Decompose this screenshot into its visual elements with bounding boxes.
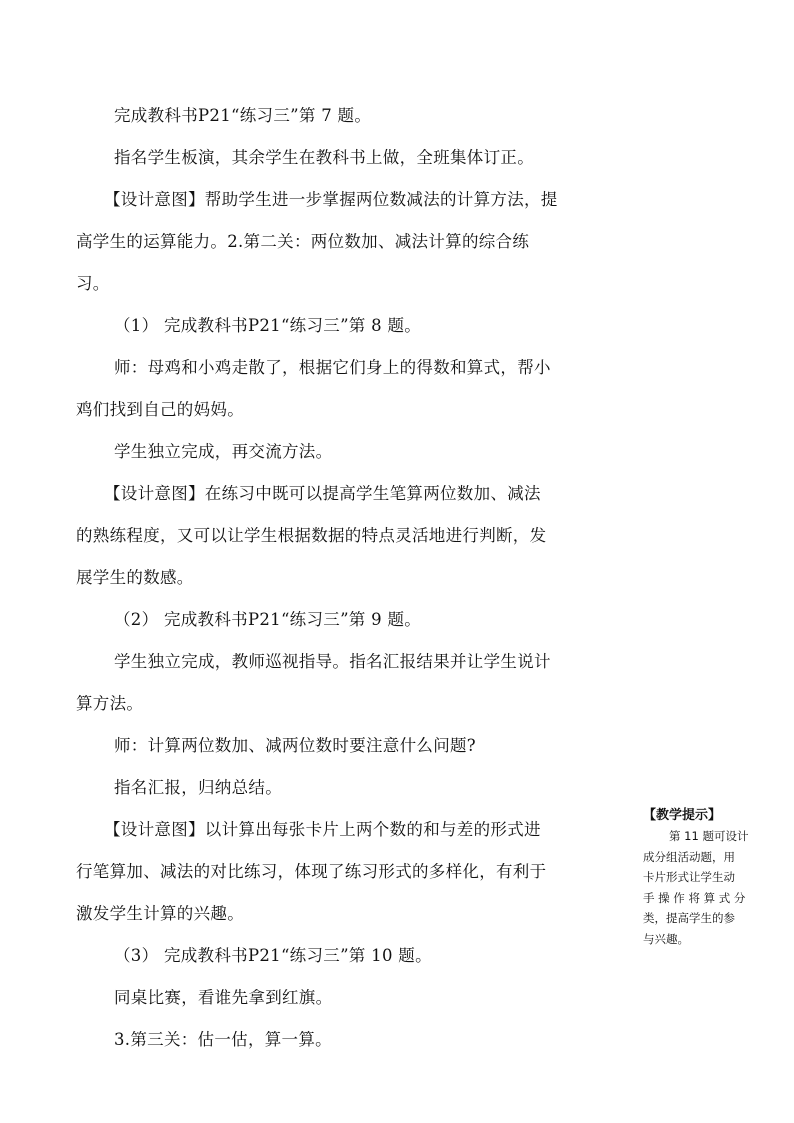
- paragraph-line: （2） 完成教科书P21“练习三”第 9 题。: [114, 609, 422, 629]
- paragraph-line: 【设计意图】在练习中既可以提高学生笔算两位数加、减法: [104, 483, 541, 503]
- paragraph-line: 习。: [76, 273, 110, 293]
- paragraph-line: 高学生的运算能力。2.第二关：两位数加、减法计算的综合练: [76, 231, 530, 251]
- teaching-tip-title: 【教学提示】: [643, 808, 722, 823]
- teaching-tip-line: 类，提高学生的参: [643, 911, 735, 925]
- paragraph-line: 指名汇报，归纳总结。: [114, 777, 282, 797]
- paragraph-line: （3） 完成教科书P21“练习三”第 10 题。: [114, 945, 432, 965]
- teaching-tip-line: 成分组活动题，用: [643, 849, 735, 864]
- teaching-tip-line: 卡片形式让学生动: [643, 870, 735, 884]
- paragraph-line: 【设计意图】帮助学生进一步掌握两位数减法的计算方法，提: [104, 189, 558, 209]
- paragraph-line: 指名学生板演，其余学生在教科书上做，全班集体订正。: [114, 147, 534, 167]
- teaching-tip-sidebar: [643, 806, 763, 949]
- paragraph-line: 完成教科书P21“练习三”第 7 题。: [114, 105, 372, 125]
- paragraph-line: 同桌比赛，看谁先拿到红旗。: [114, 987, 333, 1007]
- paragraph-line: 【设计意图】以计算出每张卡片上两个数的和与差的形式进: [104, 819, 541, 839]
- paragraph-line: 的熟练程度，又可以让学生根据数据的特点灵活地进行判断，发: [76, 525, 547, 545]
- teaching-tip-line: 第 11 题可设计: [669, 829, 749, 843]
- paragraph-line: 行笔算加、减法的对比练习，体现了练习形式的多样化，有利于: [76, 861, 547, 881]
- paragraph-line: 师：计算两位数加、减两位数时要注意什么问题?: [114, 735, 476, 755]
- teaching-tip-line: 手 操 作 将 算 式 分: [643, 890, 746, 905]
- paragraph-line: 学生独立完成，教师巡视指导。指名汇报结果并让学生说计: [114, 651, 551, 671]
- paragraph-line: 激发学生计算的兴趣。: [76, 903, 244, 923]
- teaching-tip-line: 与兴趣。: [643, 931, 689, 946]
- paragraph-line: 3.第三关：估一估，算一算。: [114, 1029, 332, 1049]
- paragraph-line: 鸡们找到自己的妈妈。: [76, 399, 244, 419]
- paragraph-line: 师：母鸡和小鸡走散了，根据它们身上的得数和算式，帮小: [114, 357, 551, 377]
- paragraph-line: 学生独立完成，再交流方法。: [114, 441, 333, 461]
- paragraph-line: 展学生的数感。: [76, 567, 194, 587]
- paragraph-line: （1） 完成教科书P21“练习三”第 8 题。: [114, 315, 422, 335]
- paragraph-line: 算方法。: [76, 693, 144, 713]
